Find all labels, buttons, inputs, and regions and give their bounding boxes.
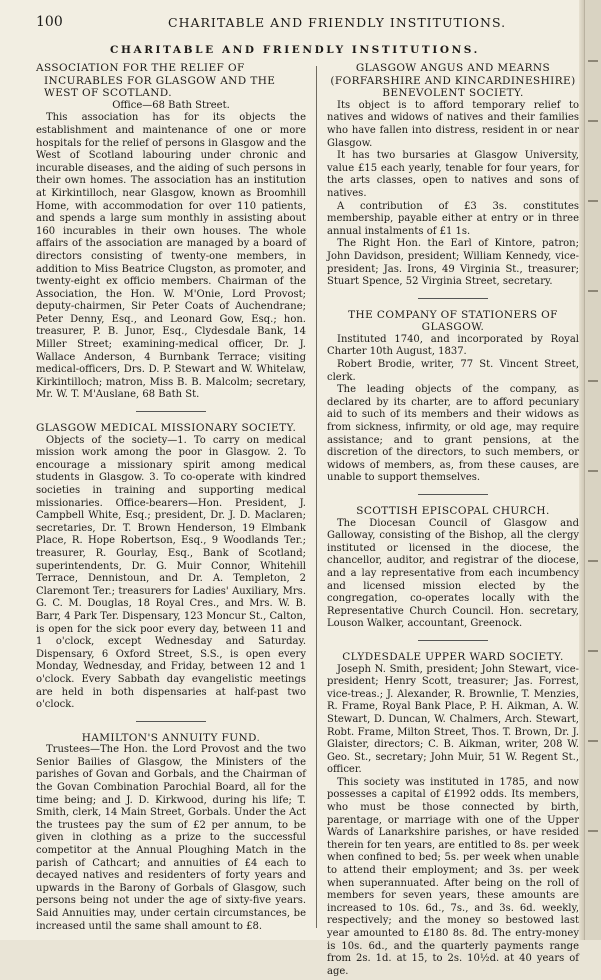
- hamilton-annuity-entry: [36, 732, 306, 934]
- entry-paragraph: It has two bursaries at Glasgow University, value £15 each yearly, tenable for four years, for the arts classes, open to natives and sons of natives.: [327, 150, 579, 199]
- stationers-entry: [327, 309, 579, 485]
- entry-body: Objects of the society—1. To carry on medical mission work among the poor in Glasgow. 2. To encourage a missionary spirit among medical students in Glasgow. 3. To co-operate with kindred societies in training and supporting medical missionaries. Office-bearers—Hon. President, J. Campbell White, Esq.; president, Dr. J. D. Maclaren; secretaries, Dr. T. Brown Henderson, 19 Elmbank Place, R. Hope Robertson, Esq., 9 Woodlands Ter.; treasurer, R. Gourlay, Esq., Bank of Scotland; superintendents, Dr. G. Muir Connor, Whitehill Terrace, Dennistoun, and Dr. A. Templeton, 2 Claremont Ter.; treasurers for Ladies' Auxiliary, Mrs. G. C. M. Douglas, 18 Royal Cres., and Mrs. W. B. Barr, 4 Park Ter. Dispensary, 123 Moncur St., Calton, is open for the sick poor every day, between 11 and 1 o'clock, except Wednesday and Saturday. Dispensary, 6 Oxford Street, S.S., is open every Monday, Wednesday, and Friday, between 12 and 1 o'clock. Every Sabbath day evangelistic meetings are held in both dispensaries at half-past two o'clock.: [36, 434, 306, 711]
- entry-heading: HAMILTON'S ANNUITY FUND.: [81, 731, 261, 744]
- entry-paragraph: A contribution of £3 3s. constitutes membership, payable either at entry or in three annual instalments of £1 1s.: [327, 200, 579, 237]
- entry-heading: SCOTTISH EPISCOPAL CHURCH.: [356, 505, 550, 517]
- adjacent-page-edge: [584, 0, 601, 940]
- running-title: CHARITABLE AND FRIENDLY INSTITUTIONS.: [168, 15, 507, 30]
- right-column: [327, 62, 579, 980]
- edge-text-mark: [588, 380, 598, 382]
- entry-paragraph: Robert Brodie, writer, 77 St. Vincent Street, clerk.: [327, 359, 579, 383]
- left-column: [36, 62, 306, 935]
- entry-paragraph: Joseph N. Smith, president; John Stewart, vice-president; Henry Scott, treasurer; Jas. Forrest, vice-treas.; J. Alexander, R. Brownlie, T. Menzies, R. Frame, Royal Bank Place, P. H. Aikman, A. W. Stewart, D. Duncan, W. Chalmers, Arch. Stewart, Robt. Frame, Milton Street, Thos. T. Brown, Dr. J. Glaister, directors; C. B. Aikman, writer, 208 W. Geo. St., secretary; John Muir, 51 W. Regent St., officer.: [327, 663, 579, 776]
- office-line: Office—68 Bath Street.: [112, 99, 230, 111]
- instituted-line: Instituted 1740, and incorporated by Royal Charter 10th August, 1837.: [327, 333, 579, 358]
- page-number: 100: [36, 14, 63, 30]
- episcopal-church-entry: [327, 505, 579, 631]
- entry-heading: ASSOCIATION FOR THE RELIEF OF INCURABLES FOR GLASGOW AND THE WEST OF SCOTLAND.: [36, 62, 276, 100]
- entry-body: The Diocesan Council of Glasgow and Galloway, consisting of the Bishop, all the clergy instituted or licensed in the diocese, the chancellor, auditor, and registrar of the diocese, and a lay representative from each incumbency and licensed mission elected by the congregation, co-operates locally with the Representative Church Council. Hon. secretary, Louson Walker, accountant, Greenock.: [327, 517, 579, 630]
- edge-text-mark: [588, 470, 598, 472]
- entry-paragraph: Its object is to afford temporary relief to natives and widows of natives and their families who have fallen into distress, resident in or near Glasgow.: [327, 99, 579, 149]
- angus-mearns-entry: [327, 62, 579, 289]
- clydesdale-entry: [327, 651, 579, 978]
- edge-text-mark: [588, 650, 598, 652]
- edge-text-mark: [588, 290, 598, 292]
- section-rule: [418, 640, 488, 641]
- edge-text-mark: [588, 740, 598, 742]
- entry-heading: GLASGOW ANGUS AND MEARNS (FORFARSHIRE AND KINCARDINESHIRE) BENEVOLENT SOCIETY.: [330, 62, 576, 100]
- entry-heading: GLASGOW MEDICAL MISSIONARY SOCIETY.: [36, 422, 297, 435]
- edge-text-mark: [588, 830, 598, 832]
- running-header: [0, 14, 580, 34]
- relief-association-entry: [36, 62, 306, 402]
- edge-text-mark: [588, 200, 598, 202]
- entry-paragraph: The Right Hon. the Earl of Kintore, patron; John Davidson, president; William Kennedy, vice-president; Jas. Irons, 49 Virginia St., treasurer; Stuart Spence, 52 Virginia Street, secretary.: [327, 238, 579, 288]
- section-rule: [418, 298, 488, 299]
- entry-body: Trustees—The Hon. the Lord Provost and the two Senior Bailies of Glasgow, the Ministers of the parishes of Govan and Gorbals, and the Chairman of the Govan Combination Parochial Board, all for the time being; and J. D. Kirkwood, during his life; T. Smith, clerk, 14 Main Street, Gorbals. Under the Act the trustees pay the sum of £2 per annum, to be given in clothing as a prize to the successful competitor at the Annual Ploughing Match in the parish of Cathcart; and annuities of £4 each to decayed natives and residenters of forty years and upwards in the Barony of Gorbals of Glasgow, such persons being not under the age of sixty-five years. Said Annuities may, under certain circumstances, be increased until the same shall amount to £8.: [36, 744, 306, 932]
- entry-heading: CLYDESDALE UPPER WARD SOCIETY.: [342, 650, 564, 663]
- section-rule: [136, 411, 206, 412]
- section-rule: [418, 494, 488, 495]
- section-rule: [136, 721, 206, 722]
- edge-text-mark: [588, 120, 598, 122]
- entry-heading: THE COMPANY OF STATIONERS OF GLASGOW.: [348, 308, 558, 334]
- column-divider: [316, 66, 317, 928]
- section-title: CHARITABLE AND FRIENDLY INSTITUTIONS.: [110, 44, 480, 56]
- edge-text-mark: [588, 560, 598, 562]
- entry-paragraph: This society was instituted in 1785, and now possesses a capital of £1992 odds. Its members, who must be those connected by birth, parentage, or marriage with one of the Upper Wards of Lanarkshire parishes, or have resided therein for ten years, are entitled to 8s. per week when confined to bed; 5s. per week when unable to attend their employment; and 3s. per week when superannuated. After being on the roll of members for seven years, these amounts are increased to 10s. 6d., 7s., and 3s. 6d. weekly, respectively; and the money so bestowed last year amounted to £180 8s. 8d. The entry-money is 10s. 6d., and the quarterly payments range from 2s. 1d. at 15, to 2s. 10½d. at 40 years of age.: [327, 776, 579, 977]
- medical-missionary-entry: [36, 422, 306, 712]
- edge-text-mark: [588, 60, 598, 62]
- entry-paragraph: The leading objects of the company, as declared by its charter, are to afford pecuniary aid to such of its members and their widows as from sickness, infirmity, or old age, may require assistance; and to grant pensions, at the discretion of the directors, to such members, or widows of members, as, from these causes, are unable to support themselves.: [327, 384, 579, 484]
- entry-body: This association has for its objects the establishment and maintenance of one or more hospitals for the relief of persons in Glasgow and the West of Scotland labouring under chronic and incurable diseases, and the aiding of such persons in their own homes. The association has an institution at Kirkintilloch, near Glasgow, known as Broomhill Home, with accommodation for over 110 patients, and spends a large sum monthly in assisting about 160 incurables in their own houses. The whole affairs of the association are managed by a board of directors consisting of twenty-one members, in addition to Miss Beatrice Clugston, as promoter, and twenty-eight ex officio members. Chairman of the Association, the Hon. W. M'Onie, Lord Provost; deputy-chairmen, Sir Peter Coats of Auchendrane; Peter Denny, Esq., and Leonard Gow, Esq.; hon. treasurer, P. B. Junor, Esq., Clydesdale Bank, 14 Miller Street; examining-medical officer, Dr. J. Wallace Anderson, 4 Burnbank Terrace; visiting medical-officers, Drs. D. P. Stewart and W. Whitelaw, Kirkintilloch; matron, Miss B. B. Malcolm; secretary, Mr. W. T. M'Auslane, 68 Bath St.: [36, 112, 306, 401]
